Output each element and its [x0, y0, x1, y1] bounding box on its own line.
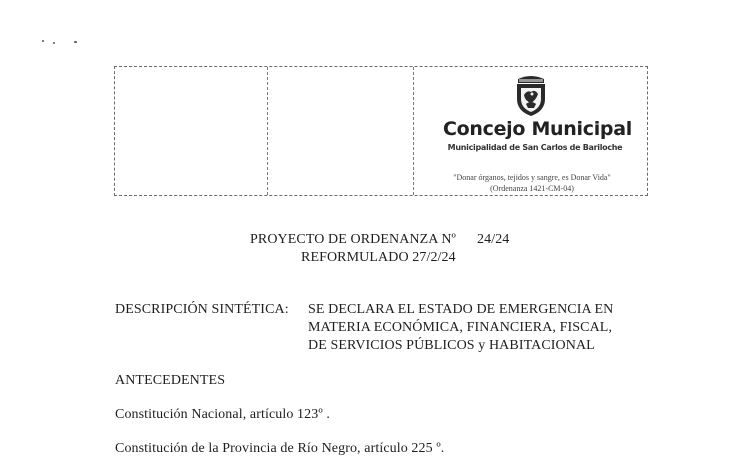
description-line: MATERIA ECONÓMICA, FINANCIERA, FISCAL,	[308, 320, 613, 335]
letterhead-empty-cell	[267, 67, 414, 195]
letterhead-box	[114, 66, 648, 196]
description-line: SE DECLARA EL ESTADO DE EMERGENCIA EN	[308, 302, 614, 317]
scan-speck	[42, 40, 44, 42]
ordinance-reference: (Ordenanza 1421-CM-04)	[490, 184, 574, 193]
council-name: Concejo Municipal	[443, 118, 632, 140]
reformulated-date: REFORMULADO 27/2/24	[301, 250, 456, 265]
section-heading-antecedentes: ANTECEDENTES	[115, 373, 226, 388]
scan-speck	[53, 42, 55, 44]
project-number: 24/24	[477, 232, 510, 247]
description-label: DESCRIPCIÓN SINTÉTICA:	[115, 302, 289, 317]
project-title: PROYECTO DE ORDENANZA Nº	[250, 232, 456, 247]
municipality-name: Municipalidad de San Carlos de Bariloche	[447, 143, 623, 152]
municipal-coat-of-arms-icon	[512, 73, 550, 117]
antecedent-item: Constitución Nacional, artículo 123º .	[115, 407, 330, 422]
antecedent-item: Constitución de la Provincia de Río Negro, artículo 225 º.	[115, 441, 445, 456]
motto-text: "Donar órganos, tejidos y sangre, es Donar Vida"	[453, 173, 611, 182]
description-line: DE SERVICIOS PÚBLICOS y HABITACIONAL	[308, 338, 595, 353]
letterhead-empty-cell	[115, 67, 268, 195]
scan-speck	[74, 41, 77, 43]
